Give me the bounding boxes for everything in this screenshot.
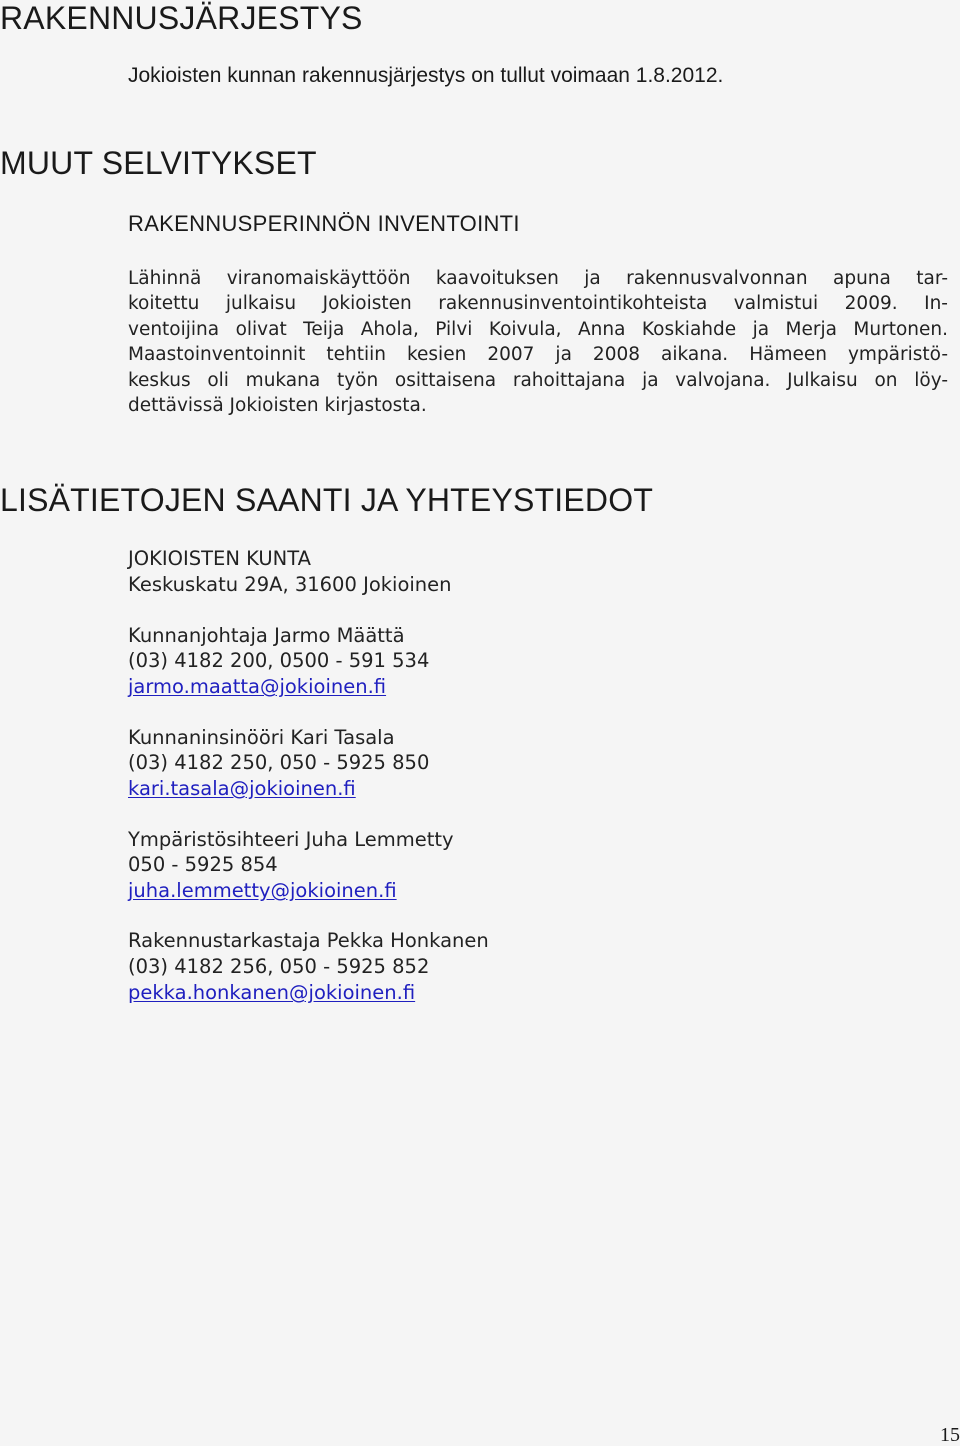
contact-title-name: Kunnanjohtaja Jarmo Määttä bbox=[128, 624, 405, 647]
heading-building-code: RAKENNUSJÄRJESTYS bbox=[0, 0, 363, 36]
subheading-heritage-inventory: RAKENNUSPERINNÖN INVENTOINTI bbox=[128, 211, 520, 236]
paragraph-line: Maastoinventoinnit tehtiin kesien 2007 ja 2008 aikana. Hämeen ympäristö- bbox=[128, 344, 948, 366]
building-code-text: Jokioisten kunnan rakennusjärjestys on tullut voimaan 1.8.2012. bbox=[128, 64, 724, 87]
contact-phone: (03) 4182 200, 0500 - 591 534 bbox=[128, 649, 430, 672]
contact-title-name: Ympäristösihteeri Juha Lemmetty bbox=[128, 828, 454, 851]
contact-phone: 050 - 5925 854 bbox=[128, 853, 278, 876]
contact-email-link[interactable]: pekka.honkanen@jokioinen.fi bbox=[128, 981, 416, 1004]
contact-email-link[interactable]: kari.tasala@jokioinen.fi bbox=[128, 777, 356, 800]
inventory-paragraph bbox=[128, 266, 948, 418]
page-number: 15 bbox=[940, 1424, 960, 1446]
organization-name: JOKIOISTEN KUNTA bbox=[128, 547, 311, 570]
contact-email-link[interactable]: juha.lemmetty@jokioinen.fi bbox=[128, 879, 397, 902]
contact-title-name: Kunnaninsinööri Kari Tasala bbox=[128, 726, 395, 749]
paragraph-line: koitettu julkaisu Jokioisten rakennusinventointikohteista valmistui 2009. In- bbox=[128, 293, 948, 315]
contact-title-name: Rakennustarkastaja Pekka Honkanen bbox=[128, 929, 489, 952]
paragraph-line: dettävissä Jokioisten kirjastosta. bbox=[128, 395, 427, 417]
heading-other-studies: MUUT SELVITYKSET bbox=[0, 145, 317, 181]
contact-phone: (03) 4182 250, 050 - 5925 850 bbox=[128, 751, 430, 774]
heading-contacts: LISÄTIETOJEN SAANTI JA YHTEYSTIEDOT bbox=[0, 482, 654, 518]
organization-address: Keskuskatu 29A, 31600 Jokioinen bbox=[128, 573, 452, 596]
paragraph-line: keskus oli mukana työn osittaisena rahoittajana ja valvojana. Julkaisu on löy- bbox=[128, 369, 948, 391]
contact-email-link[interactable]: jarmo.maatta@jokioinen.fi bbox=[128, 675, 387, 698]
paragraph-line: Lähinnä viranomaiskäyttöön kaavoituksen ja rakennusvalvonnan apuna tar- bbox=[128, 268, 948, 289]
contact-phone: (03) 4182 256, 050 - 5925 852 bbox=[128, 955, 430, 978]
paragraph-line: ventoijina olivat Teija Ahola, Pilvi Koivula, Anna Koskiahde ja Merja Murtonen. bbox=[128, 318, 948, 340]
